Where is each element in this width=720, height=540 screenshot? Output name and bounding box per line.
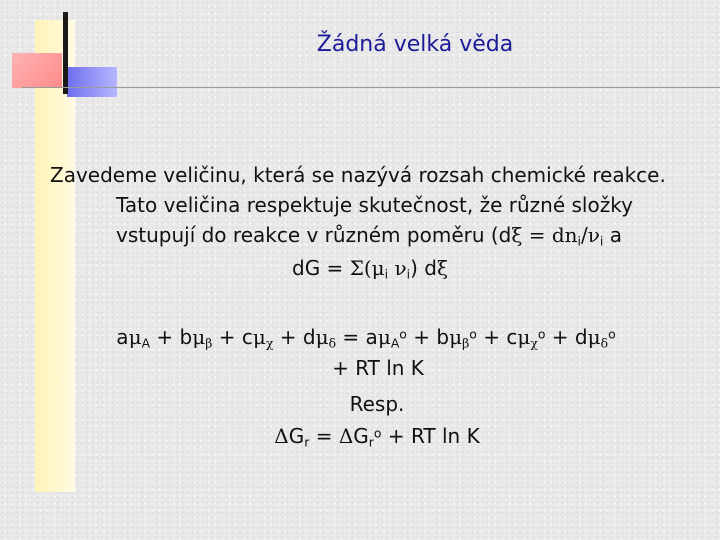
superscript-degree: o (469, 326, 477, 342)
symbol-mu: μ (128, 325, 142, 349)
symbol-xi: ξ (511, 223, 523, 247)
decor-horizontal-line (22, 87, 720, 88)
text-segment: a (603, 223, 622, 247)
coef-c: c (506, 325, 518, 349)
op-plus: + (406, 325, 437, 349)
subscript-chi: χ (265, 335, 274, 351)
symbol-mu: μ (315, 325, 329, 349)
coef-a: a (365, 325, 378, 349)
text-segment: d (292, 256, 305, 280)
superscript-degree: o (608, 326, 616, 342)
symbol-G: G (288, 424, 305, 448)
symbol-G: G (353, 424, 369, 448)
decor-blue-block (67, 67, 117, 97)
op-plus: + (273, 325, 303, 349)
symbol-nu: ν (587, 223, 600, 247)
symbol-mu: μ (517, 325, 531, 349)
op-plus: + (545, 325, 575, 349)
superscript-degree: o (537, 326, 546, 342)
slide-title: Žádná velká věda (316, 32, 514, 57)
symbol-delta-upper: Δ (274, 424, 289, 448)
paragraph-line-2: Tato veličina respektuje skutečnost, že různé složky (116, 193, 633, 217)
subscript-i: i (406, 266, 411, 282)
op-plus: + (150, 325, 180, 349)
subscript-beta: β (462, 335, 470, 351)
coef-a: a (116, 325, 129, 349)
superscript-degree: o (373, 425, 382, 441)
subscript-r: r (368, 434, 374, 450)
subscript-delta: δ (328, 335, 337, 351)
text-segment: + RT ln K (381, 424, 480, 448)
paragraph-line-3 (116, 220, 622, 257)
text-segment: vstupují do reakce v různém poměru (d (116, 223, 512, 247)
decor-red-block (12, 53, 62, 88)
subscript-r: r (304, 434, 310, 450)
symbol-mu: μ (587, 325, 601, 349)
subscript-i: i (577, 233, 581, 249)
text-segment: ) d (410, 256, 437, 280)
subscript-delta: δ (600, 335, 609, 351)
coef-d: d (302, 325, 316, 349)
op-plus: + (212, 325, 242, 349)
equation-line-1 (6, 325, 720, 351)
symbol-slash: / (581, 223, 588, 247)
subscript-i: i (599, 233, 604, 249)
symbol-xi: ξ (436, 256, 448, 280)
symbol-mu: μ (371, 256, 385, 280)
op-equals: = (336, 325, 366, 349)
symbol-mu: μ (252, 325, 266, 349)
symbol-mu: μ (377, 325, 391, 349)
text-segment: G = (304, 256, 350, 280)
text-segment: = dn (522, 223, 578, 247)
symbol-delta-upper: Δ (338, 424, 354, 448)
symbol-sigma: Σ( (349, 256, 372, 280)
subscript-chi: χ (530, 335, 538, 351)
paragraph-line-1: Zavedeme veličinu, která se nazývá rozsah chemické reakce. (50, 163, 666, 187)
coef-c: c (241, 325, 253, 349)
subscript-A: A (141, 335, 151, 351)
formula-dG (292, 253, 448, 290)
superscript-degree: o (399, 326, 407, 342)
equation-line-2: + RT ln K (332, 356, 424, 380)
equation-delta-G (17, 424, 720, 450)
op-plus: + (476, 325, 507, 349)
symbol-nu: ν (394, 256, 407, 280)
resp-label: Resp. (349, 392, 405, 416)
coef-d: d (574, 325, 588, 349)
coef-b: b (179, 325, 193, 349)
symbol-mu: μ (449, 325, 463, 349)
subscript-beta: β (205, 335, 213, 351)
op-equals: = (309, 424, 339, 448)
symbol-mu: μ (192, 325, 206, 349)
subscript-i: i (384, 266, 389, 282)
decor-vertical-line (63, 12, 68, 94)
subscript-A: A (390, 335, 400, 351)
coef-b: b (436, 325, 450, 349)
